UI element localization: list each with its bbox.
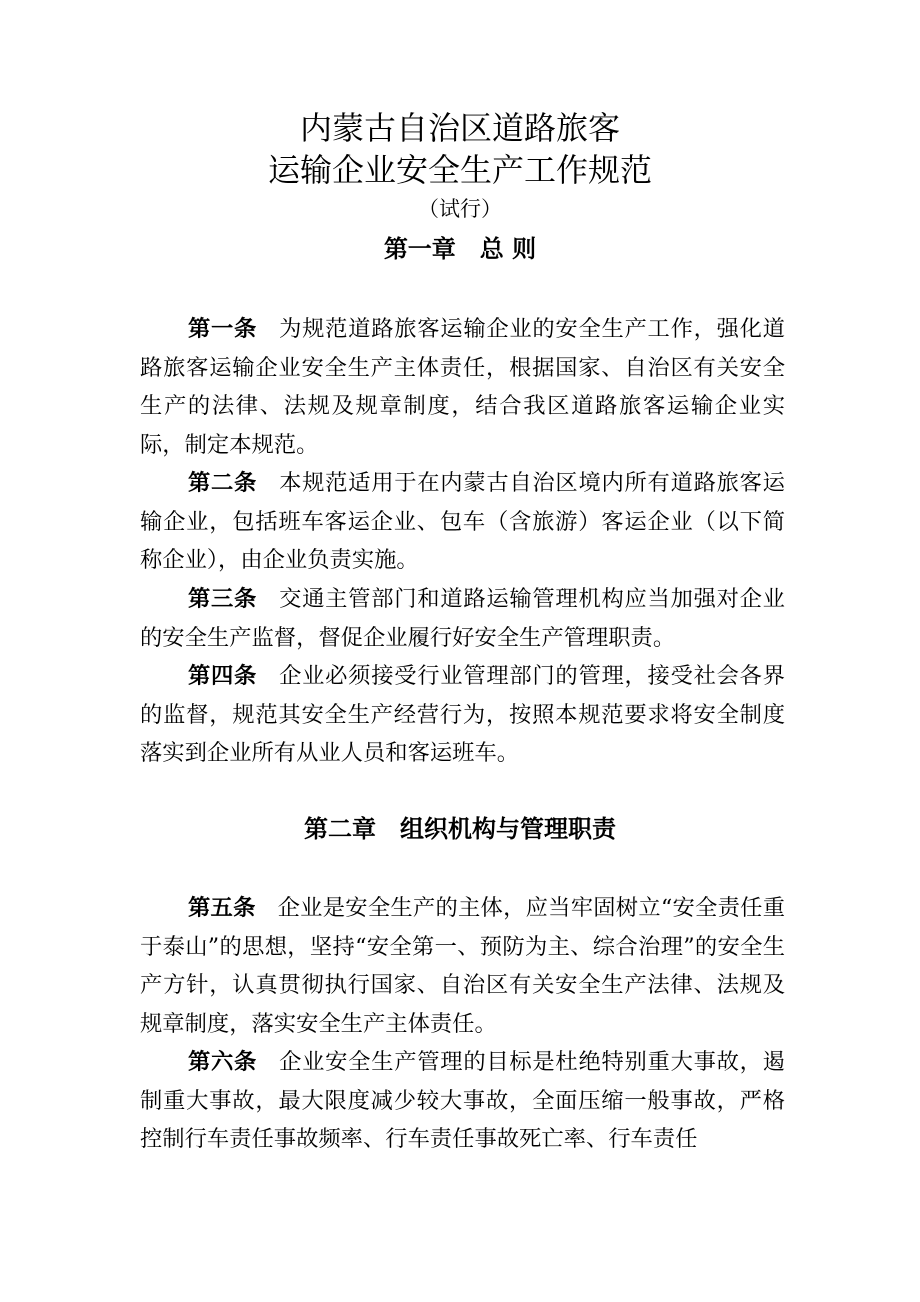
article-label: 第五条 (188, 895, 256, 921)
article-text: 交通主管部门和道路运输管理机构应当加强对企业的安全生产监督，督促企业履行好安全生产管理职责。 (140, 586, 785, 651)
article-1 (140, 310, 785, 464)
article-label: 第一条 (188, 316, 258, 342)
article-label: 第二条 (188, 470, 258, 496)
article-text: 企业是安全生产的主体，应当牢固树立“安全责任重于泰山”的思想，坚持“安全第一、预防为主、综合治理”的安全生产方针，认真贯彻执行国家、自治区有关安全生产法律、法规及规章制度，落实安全生产主体责任。 (140, 895, 785, 1037)
article-2 (140, 464, 785, 580)
article-6 (140, 1043, 785, 1159)
chapter-2-heading: 第二章 组织机构与管理职责 (304, 815, 616, 843)
document-subtitle: （试行） (418, 197, 502, 221)
article-3 (140, 580, 785, 657)
article-label: 第三条 (188, 586, 258, 612)
article-label: 第六条 (188, 1049, 258, 1075)
article-text: 本规范适用于在内蒙古自治区境内所有道路旅客运输企业，包括班车客运企业、包车（含旅游）客运企业（以下简称企业），由企业负责实施。 (140, 470, 785, 574)
article-text: 企业必须接受行业管理部门的管理，接受社会各界的监督，规范其安全生产经营行为，按照本规范要求将安全制度落实到企业所有从业人员和客运班车。 (140, 663, 785, 767)
document-title-line2: 运输企业安全生产工作规范 (267, 151, 652, 189)
article-4 (140, 657, 785, 773)
article-text: 为规范道路旅客运输企业的安全生产工作，强化道路旅客运输企业安全生产主体责任，根据国家、自治区有关安全生产的法律、法规及规章制度，结合我区道路旅客运输企业实际，制定本规范。 (140, 316, 785, 458)
document-title-line1: 内蒙古自治区道路旅客 (299, 109, 620, 147)
article-5 (140, 889, 785, 1043)
article-label: 第四条 (188, 663, 258, 689)
chapter-1-heading: 第一章 总 则 (383, 235, 537, 263)
article-text: 企业安全生产管理的目标是杜绝特别重大事故，遏制重大事故，最大限度减少较大事故，全面压缩一般事故，严格控制行车责任事故频率、行车责任事故死亡率、行车责任 (140, 1049, 785, 1153)
